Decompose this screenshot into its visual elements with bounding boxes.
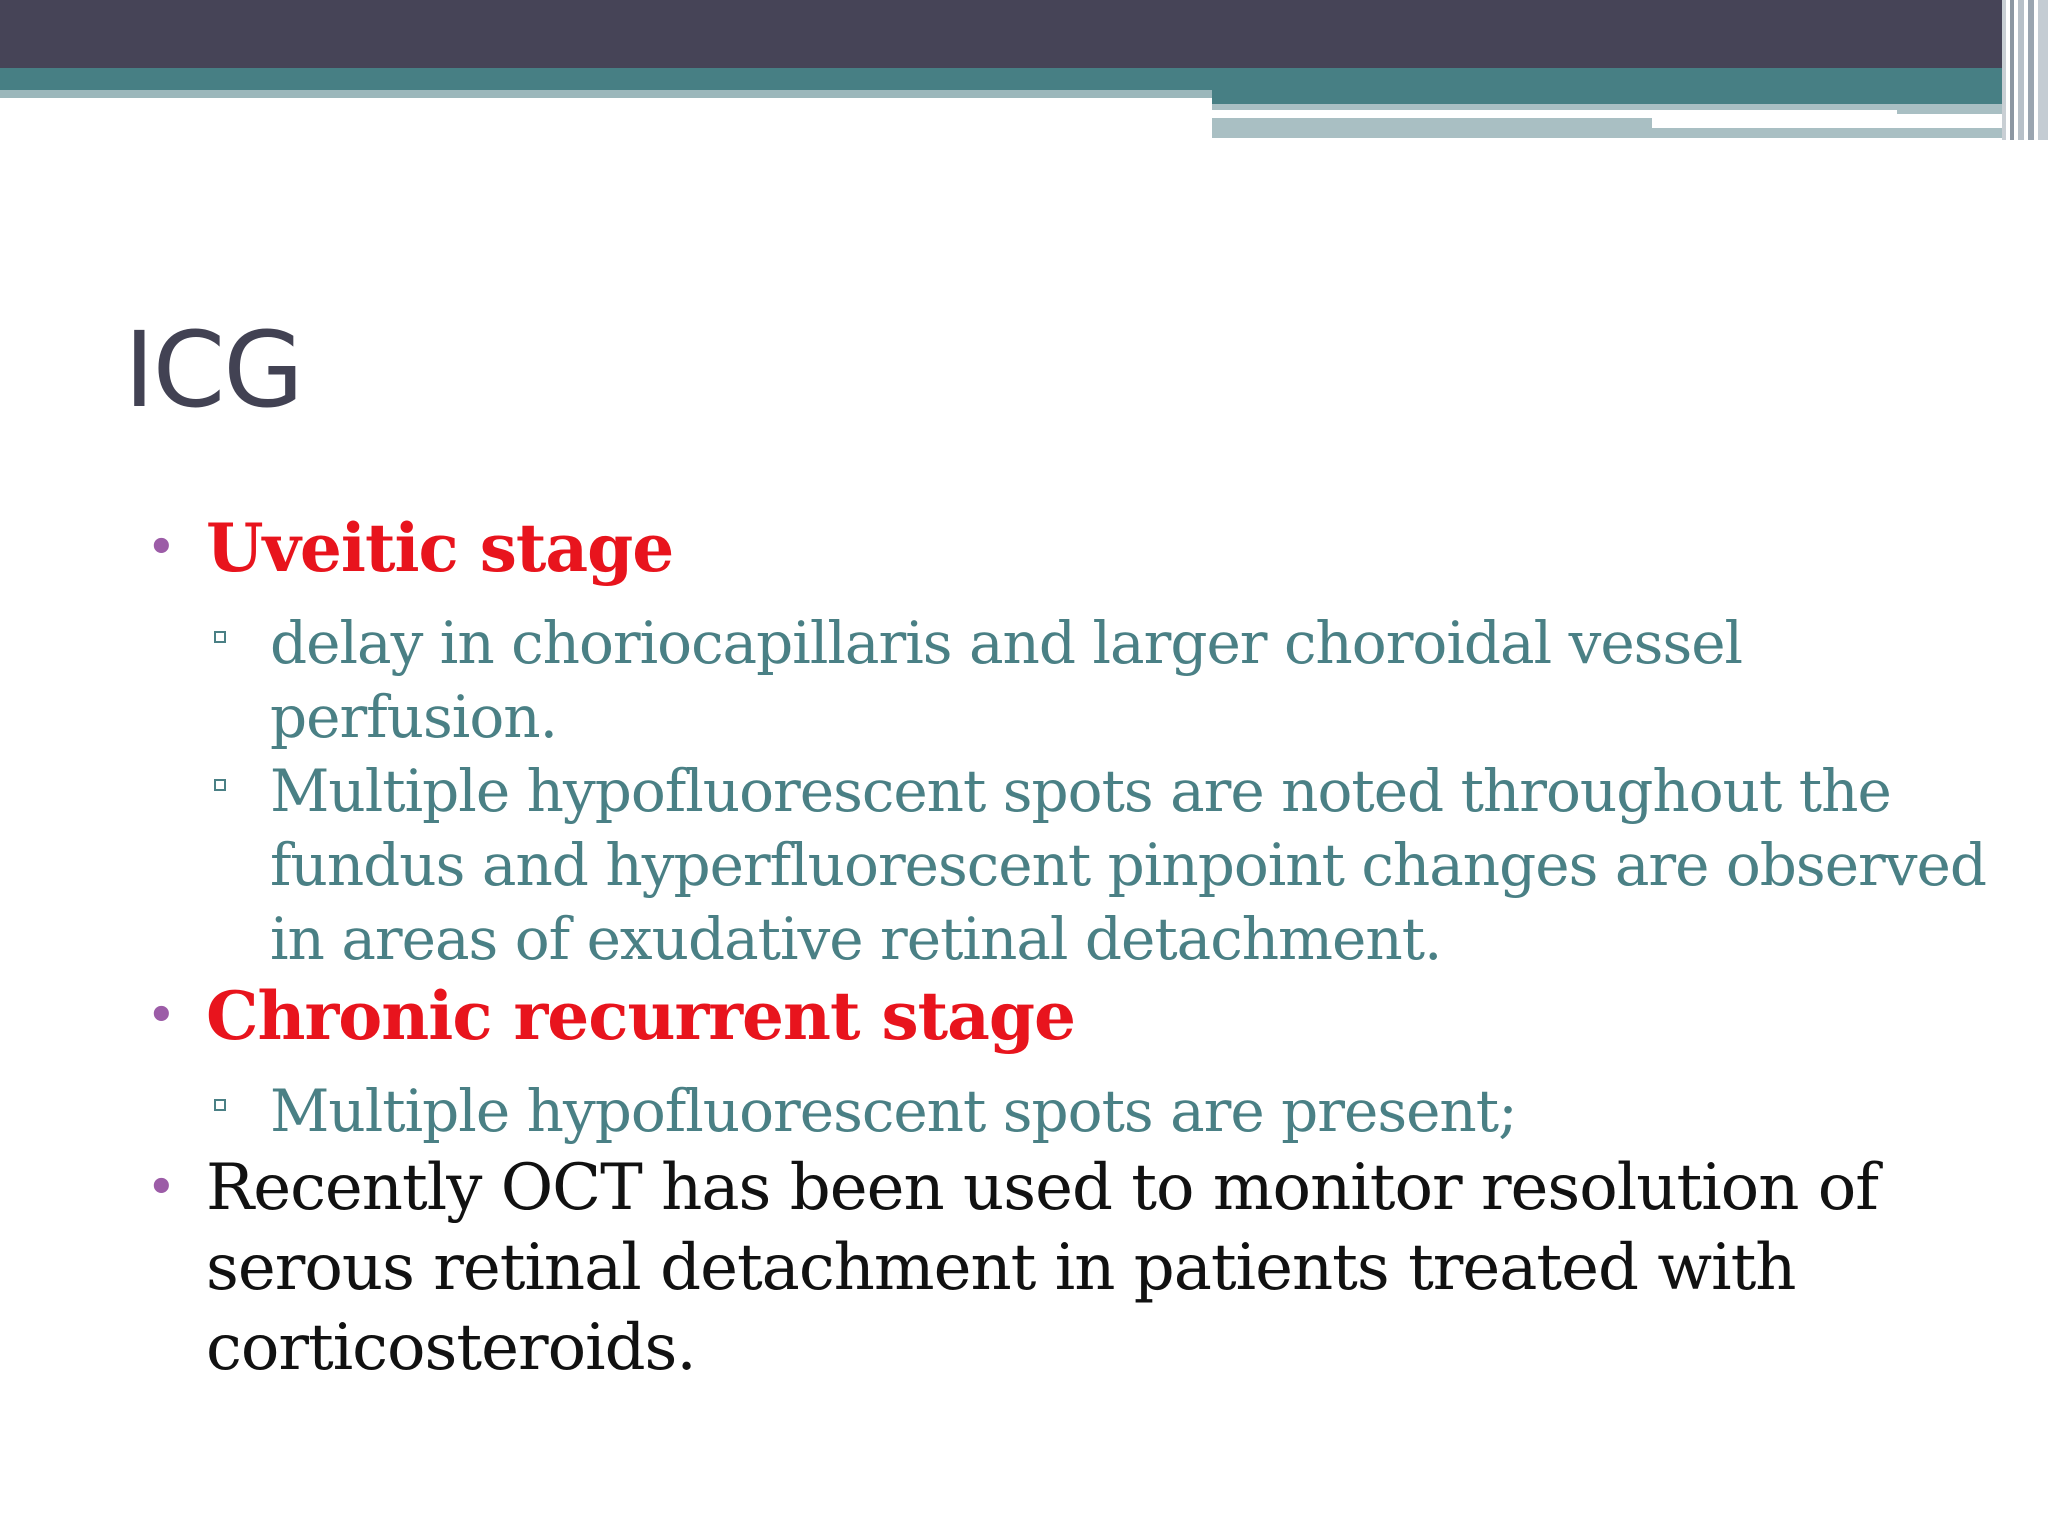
header-lower-light-strip: [1212, 118, 1652, 138]
bullet-dot-icon: •: [146, 986, 177, 1046]
sub-bullet-text: delay in choriocapillaris and larger choroidal vessel perfusion.: [270, 609, 1743, 751]
header-light-strip-left: [0, 90, 1212, 98]
square-bullet-icon: [214, 779, 226, 791]
bullet-chronic-recurrent-stage: [146, 976, 1996, 1074]
square-bullet-icon: [214, 631, 226, 643]
header-lower-light-strip-2: [1652, 128, 2002, 138]
bullet-oct-note: [146, 1148, 1996, 1388]
sub-bullet-item: [206, 606, 1996, 754]
bullet-dot-icon: •: [146, 1158, 177, 1218]
slide-title: ICG: [124, 309, 302, 431]
header-dark-bar: [0, 0, 2048, 68]
square-bullet-icon: [214, 1099, 226, 1111]
bullet-text: Recently OCT has been used to monitor resolution of serous retinal detachment in patients treated with corticosteroids.: [206, 1151, 1878, 1385]
bullet-dot-icon: •: [146, 518, 177, 578]
bullet-heading: Uveitic stage: [206, 509, 674, 587]
bullet-uveitic-stage: [146, 508, 1996, 606]
sub-bullet-item: [206, 754, 1996, 976]
corner-stripes: [2002, 0, 2048, 140]
bullet-list: [146, 508, 1996, 1388]
header-white-line: [1212, 110, 1897, 114]
header-teal-bar: [0, 68, 2048, 90]
sub-bullet-text: Multiple hypofluorescent spots are noted throughout the fundus and hyperfluorescent pinpoint changes are observed in areas of exudative retinal detachment.: [270, 757, 1986, 973]
bullet-heading: Chronic recurrent stage: [206, 977, 1075, 1055]
sub-bullet-item: [206, 1074, 1996, 1148]
header-teal-strip-right: [1212, 90, 2048, 104]
sub-bullet-text: Multiple hypofluorescent spots are present;: [270, 1077, 1517, 1145]
